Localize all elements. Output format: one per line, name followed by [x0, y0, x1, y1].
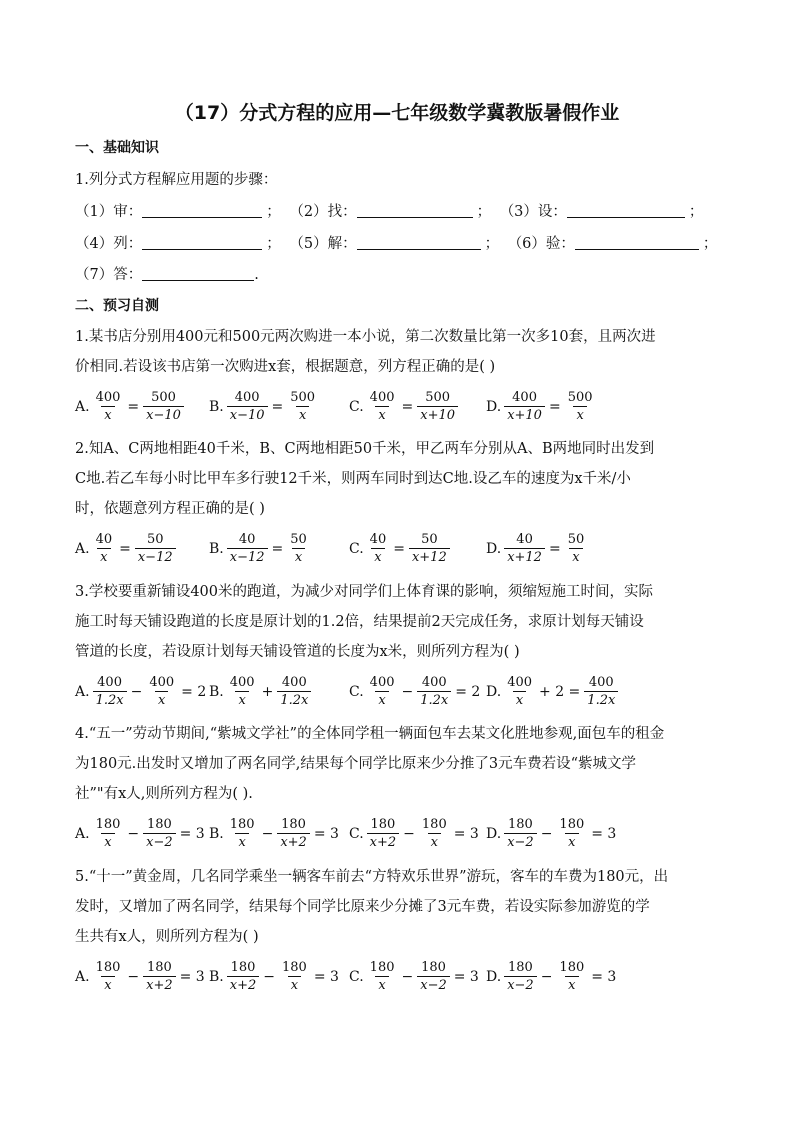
equation-tail: = 3: [179, 826, 205, 842]
option-a[interactable]: [75, 669, 209, 715]
denominator: x: [101, 406, 114, 424]
equation-tail: = 2: [455, 684, 481, 700]
operator: −: [263, 969, 275, 985]
numerator: 500: [567, 390, 593, 405]
option-label: C.: [349, 969, 364, 985]
numerator: 400: [229, 675, 255, 690]
operator: −: [401, 684, 414, 700]
equation-tail: = 3: [179, 969, 205, 985]
fraction: [556, 960, 587, 994]
numerator: 180: [370, 817, 396, 832]
fraction: [419, 817, 450, 851]
answer-blank[interactable]: [142, 266, 254, 281]
numerator: 400: [588, 675, 614, 690]
fraction: [143, 817, 176, 851]
option-c[interactable]: [349, 384, 459, 430]
operator: −: [127, 826, 140, 842]
question-line: 3.学校要重新铺设400米的跑道，为减少对同学们上体育课的影响，须缩短施工时间，实际: [75, 584, 654, 600]
operator: −: [401, 969, 414, 985]
question-line: 社”"有x人,则所列方程为( ).: [75, 786, 253, 802]
denominator: x+10: [504, 406, 545, 424]
denominator: x: [375, 691, 388, 709]
fraction: [565, 532, 588, 566]
fraction: [287, 532, 310, 566]
numerator: 50: [146, 532, 164, 547]
denominator: x: [97, 548, 110, 566]
denominator: 1.2x: [93, 691, 127, 709]
option-label: A.: [75, 684, 90, 700]
numerator: 400: [507, 675, 533, 690]
numerator: 400: [512, 390, 537, 405]
denominator: x+12: [409, 548, 450, 566]
option-label: C.: [349, 826, 364, 842]
denominator: x: [101, 976, 114, 994]
numerator: 180: [146, 960, 172, 975]
fraction: [287, 390, 318, 424]
denominator: x: [101, 833, 114, 851]
denominator: x: [292, 548, 305, 566]
option-d[interactable]: [486, 954, 619, 1000]
option-label: B.: [209, 541, 224, 557]
option-a[interactable]: [75, 526, 177, 572]
step-label: （1）审：: [75, 204, 143, 220]
step-label: （3）设：: [499, 204, 567, 220]
option-label: A.: [75, 399, 90, 415]
denominator: x: [235, 691, 248, 709]
denominator: x+10: [417, 406, 458, 424]
question-line: 价相同.若设该书店第一次购进x套，根据题意，列方程正确的是( ): [75, 359, 496, 375]
denominator: x: [375, 976, 388, 994]
operator: −: [130, 684, 143, 700]
denominator: x+2: [227, 976, 260, 994]
denominator: x: [235, 833, 248, 851]
numerator: 180: [421, 817, 447, 832]
numerator: 400: [95, 390, 121, 405]
fraction: [409, 532, 450, 566]
denominator: x: [375, 406, 388, 424]
option-label: C.: [349, 541, 364, 557]
option-label: B.: [209, 826, 224, 842]
fraction: [367, 675, 398, 709]
equation-tail: = 3: [591, 826, 617, 842]
option-label: A.: [75, 969, 90, 985]
numerator: 180: [281, 960, 307, 975]
options-row: [75, 526, 725, 572]
option-c[interactable]: [349, 954, 482, 1000]
numerator: 400: [281, 675, 307, 690]
fraction: [556, 817, 587, 851]
operator: −: [540, 826, 553, 842]
steps-row: （4）列： ； （5）解： ； （6）验： ；: [75, 236, 718, 252]
answer-blank[interactable]: [142, 235, 262, 250]
numerator: 180: [281, 817, 306, 832]
numerator: 180: [146, 817, 172, 832]
question-line: 发时，又增加了两名同学，结果每个同学比原来少分摊了3元车费，若设实际参加游览的学: [75, 899, 650, 915]
fraction: [367, 960, 398, 994]
page-title: （17）分式方程的应用—七年级数学冀教版暑假作业: [174, 102, 620, 124]
denominator: x: [573, 406, 586, 424]
fraction: [504, 675, 535, 709]
numerator: 400: [234, 390, 260, 405]
fraction: [504, 960, 537, 994]
section-heading-basics: 一、基础知识: [75, 140, 159, 156]
options-row: [75, 384, 725, 430]
fraction: [417, 675, 451, 709]
operator: −: [261, 826, 274, 842]
option-label: A.: [75, 826, 90, 842]
fraction: [143, 390, 184, 424]
steps-row: （1）审： ； （2）找： ； （3）设： ；: [75, 204, 704, 220]
option-label: C.: [349, 684, 364, 700]
numerator: 400: [369, 675, 395, 690]
answer-blank[interactable]: [142, 203, 262, 218]
numerator: 40: [369, 532, 387, 547]
denominator: x+12: [504, 548, 545, 566]
denominator: 1.2x: [584, 691, 618, 709]
option-d[interactable]: [486, 669, 619, 715]
option-b[interactable]: [209, 384, 319, 430]
fraction: [279, 960, 310, 994]
numerator: 400: [421, 675, 447, 690]
numerator: 400: [149, 675, 175, 690]
option-label: D.: [486, 541, 502, 557]
fraction: [417, 390, 458, 424]
denominator: x−2: [417, 976, 450, 994]
option-label: B.: [209, 684, 224, 700]
denominator: x: [371, 548, 384, 566]
option-label: D.: [486, 826, 502, 842]
question-line: 生共有x人，则所列方程为( ): [75, 929, 259, 945]
option-c[interactable]: [349, 669, 483, 715]
denominator: x: [565, 833, 578, 851]
numerator: 400: [97, 675, 122, 690]
fraction: [93, 532, 116, 566]
numerator: 50: [290, 532, 307, 547]
question-text: [75, 322, 725, 382]
operator: + 2 =: [539, 684, 581, 700]
fraction: [504, 390, 545, 424]
option-label: D.: [486, 969, 502, 985]
fraction: [135, 532, 176, 566]
step-label: （2）找：: [289, 204, 357, 220]
fraction: [227, 675, 258, 709]
numerator: 180: [95, 960, 121, 975]
equation-tail: = 3: [591, 969, 617, 985]
denominator: x+2: [367, 833, 400, 851]
options-row: [75, 811, 725, 857]
numerator: 180: [508, 960, 533, 975]
fraction: [227, 532, 268, 566]
question-text: [75, 434, 725, 524]
denominator: x−10: [143, 406, 184, 424]
option-b[interactable]: [209, 669, 312, 715]
option-d[interactable]: [486, 526, 588, 572]
denominator: x: [513, 691, 526, 709]
option-b[interactable]: [209, 954, 342, 1000]
operator: =: [548, 541, 561, 557]
question-line: 施工时每天铺设跑道的长度是原计划的1.2倍，结果提前2天完成任务，求原计划每天铺设: [75, 614, 644, 630]
option-c[interactable]: [349, 526, 451, 572]
answer-blank[interactable]: [567, 203, 685, 218]
fraction: [504, 532, 545, 566]
fraction: [146, 675, 177, 709]
option-d[interactable]: [486, 384, 597, 430]
option-a[interactable]: [75, 384, 185, 430]
numerator: 500: [425, 390, 451, 405]
operator: +: [261, 684, 274, 700]
numerator: 50: [567, 532, 585, 547]
denominator: x: [565, 976, 578, 994]
fraction: [93, 817, 124, 851]
options-row: [75, 669, 725, 715]
equation-tail: = 3: [313, 969, 339, 985]
answer-blank[interactable]: [357, 235, 481, 250]
question-text: [75, 577, 725, 667]
numerator: 40: [95, 532, 113, 547]
step-label: （4）列：: [75, 236, 143, 252]
fraction: [584, 675, 618, 709]
option-b[interactable]: [209, 811, 342, 857]
step-label: （5）解：: [289, 236, 357, 252]
numerator: 180: [369, 960, 395, 975]
denominator: x−2: [143, 833, 176, 851]
denominator: x+2: [277, 833, 310, 851]
numerator: 180: [421, 960, 446, 975]
numerator: 500: [151, 390, 176, 405]
question-line: 2.知A、C两地相距40千米，B、C两地相距50千米，甲乙两车分别从A、B两地同时出发到: [75, 441, 655, 457]
numerator: 400: [369, 390, 395, 405]
equation-tail: = 3: [453, 826, 479, 842]
option-label: B.: [209, 969, 224, 985]
fraction: [227, 960, 260, 994]
steps-intro: 1.列分式方程解应用题的步骤：: [75, 172, 278, 188]
denominator: x: [155, 691, 168, 709]
denominator: 1.2x: [277, 691, 311, 709]
option-a[interactable]: [75, 954, 208, 1000]
equation-tail: = 2: [181, 684, 207, 700]
option-d[interactable]: [486, 811, 619, 857]
steps-row: （7）答： .: [75, 267, 259, 283]
question-line: 5.“十一”黄金周，几名同学乘坐一辆客车前去“方特欢乐世界”游玩，客车的车费为180元，出: [75, 869, 669, 885]
fraction: [417, 960, 450, 994]
denominator: x−2: [504, 976, 537, 994]
option-label: A.: [75, 541, 90, 557]
fraction: [565, 390, 596, 424]
numerator: 180: [230, 960, 256, 975]
option-label: B.: [209, 399, 224, 415]
question-line: 管道的长度，若设原计划每天铺设管道的长度为x米，则所列方程为( ): [75, 644, 520, 660]
denominator: x: [569, 548, 582, 566]
operator: −: [540, 969, 553, 985]
operator: =: [271, 399, 284, 415]
option-a[interactable]: [75, 811, 208, 857]
denominator: x+2: [143, 976, 176, 994]
operator: =: [401, 399, 414, 415]
operator: −: [127, 969, 140, 985]
numerator: 40: [238, 532, 256, 547]
fraction: [504, 817, 537, 851]
denominator: x−12: [227, 548, 268, 566]
operator: =: [393, 541, 405, 557]
operator: =: [271, 541, 284, 557]
denominator: x−2: [504, 833, 537, 851]
question-line: 时，依题意列方程正确的是( ): [75, 501, 265, 517]
option-c[interactable]: [349, 811, 482, 857]
fraction: [227, 390, 268, 424]
fraction: [367, 532, 390, 566]
numerator: 50: [421, 532, 438, 547]
numerator: 180: [229, 817, 255, 832]
option-b[interactable]: [209, 526, 311, 572]
question-text: [75, 862, 725, 952]
option-label: D.: [486, 399, 502, 415]
question-line: 4.“五一”劳动节期间,“紫城文学社”的全体同学租一辆面包车去某文化胜地参观,面包车的租金: [75, 726, 665, 742]
question-text: [75, 719, 725, 809]
option-label: C.: [349, 399, 364, 415]
denominator: 1.2x: [417, 691, 451, 709]
step-label: （7）答：: [75, 267, 143, 283]
answer-blank[interactable]: [575, 235, 699, 250]
question-line: C地.若乙车每小时比甲车多行驶12千米，则两车同时到达C地.设乙车的速度为x千米/小: [75, 471, 631, 487]
fraction: [143, 960, 176, 994]
fraction: [277, 817, 310, 851]
equation-tail: = 3: [313, 826, 339, 842]
denominator: x: [296, 406, 309, 424]
option-label: D.: [486, 684, 502, 700]
operator: −: [403, 826, 415, 842]
answer-blank[interactable]: [357, 203, 473, 218]
equation-tail: = 3: [453, 969, 479, 985]
numerator: 500: [290, 390, 316, 405]
denominator: x−12: [135, 548, 176, 566]
numerator: 40: [516, 532, 533, 547]
options-row: [75, 954, 725, 1000]
denominator: x−10: [227, 406, 268, 424]
denominator: x: [288, 976, 301, 994]
fraction: [277, 675, 311, 709]
operator: =: [119, 541, 131, 557]
numerator: 180: [559, 817, 585, 832]
question-line: 1.某书店分别用400元和500元两次购进一本小说，第二次数量比第一次多10套，且两次进: [75, 329, 656, 345]
operator: =: [548, 399, 561, 415]
fraction: [367, 817, 400, 851]
fraction: [93, 675, 127, 709]
fraction: [227, 817, 258, 851]
section-heading-preview: 二、预习自测: [75, 298, 159, 314]
question-line: 为180元.出发时又增加了两名同学,结果每个同学比原来少分推了3元车费若设“紫城文学: [75, 756, 637, 772]
fraction: [93, 390, 124, 424]
operator: =: [127, 399, 140, 415]
numerator: 180: [95, 817, 121, 832]
step-label: （6）验：: [507, 236, 575, 252]
fraction: [93, 960, 124, 994]
fraction: [367, 390, 398, 424]
numerator: 180: [508, 817, 533, 832]
denominator: x: [428, 833, 441, 851]
numerator: 180: [559, 960, 585, 975]
